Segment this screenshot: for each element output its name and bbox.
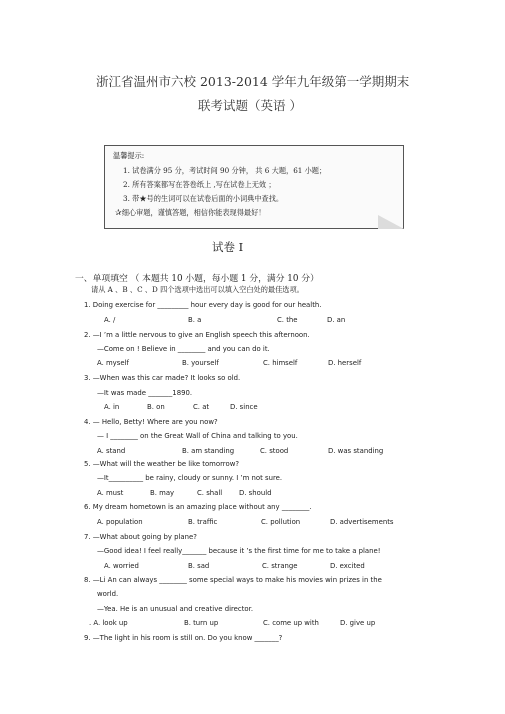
q6-option-a[interactable]: A. population — [97, 518, 143, 526]
star-icon: ✰ — [115, 208, 122, 217]
q5-option-d[interactable]: D. should — [239, 489, 272, 497]
question-2-line-2: —Come on ! Believe in ________ and you can do it. — [97, 345, 270, 353]
q6-option-c[interactable]: C. pollution — [261, 518, 301, 526]
q3-option-d[interactable]: D. since — [230, 403, 258, 411]
q5-option-c[interactable]: C. shall — [197, 489, 223, 497]
notice-line-4: ✰细心审题，谨慎答题，相信你能表现得最好！ — [115, 208, 266, 217]
q7-option-b[interactable]: B. sad — [188, 562, 210, 570]
question-5-line-2: —It__________ be rainy, cloudy or sunny. I ’m not sure. — [97, 474, 283, 482]
q1-option-a[interactable]: A. / — [104, 316, 116, 324]
question-1: 1. Doing exercise for _________ hour every day is good for our health. — [84, 301, 322, 309]
q7-option-d[interactable]: D. excited — [330, 562, 365, 570]
q1-option-b[interactable]: B. a — [188, 316, 202, 324]
q5-option-a[interactable]: A. must — [97, 489, 124, 497]
q8-option-a[interactable]: . A. look up — [89, 619, 128, 627]
question-8-line-3: —Yea. He is an unusual and creative director. — [97, 605, 254, 613]
notice-heading: 温馨提示: — [113, 151, 145, 160]
q2-option-b[interactable]: B. yourself — [182, 359, 219, 367]
q3-option-c[interactable]: C. at — [193, 403, 210, 411]
question-2: 2. —I ’m a little nervous to give an English speech this afternoon. — [84, 331, 310, 339]
q3-option-a[interactable]: A. in — [104, 403, 120, 411]
q4-option-d[interactable]: D. was standing — [328, 447, 384, 455]
question-8: 8. —Li An can always ________ some special ways to make his movies win prizes in the — [84, 576, 382, 584]
question-7-line-2: —Good idea! I feel really_______ because it ’s the first time for me to take a plane! — [97, 547, 381, 555]
q1-option-d[interactable]: D. an — [327, 316, 346, 324]
q4-option-a[interactable]: A. stand — [97, 447, 126, 455]
question-5: 5. —What will the weather be like tomorrow? — [84, 460, 240, 468]
q2-option-c[interactable]: C. himself — [263, 359, 298, 367]
question-9: 9. —The light in his room is still on. Do you know _______? — [84, 634, 283, 642]
question-8-line-2: world. — [97, 590, 119, 598]
q8-option-b[interactable]: B. turn up — [184, 619, 219, 627]
q6-option-b[interactable]: B. traffic — [188, 518, 218, 526]
question-6: 6. My dream hometown is an amazing place without any ________. — [84, 503, 312, 511]
q2-option-a[interactable]: A. myself — [97, 359, 129, 367]
q5-option-b[interactable]: B. may — [150, 489, 175, 497]
question-7: 7. —What about going by plane? — [84, 533, 197, 541]
notice-line-3: 3. 带★号的生词可以在试卷后面的小词典中查找。 — [123, 194, 284, 203]
paper-title: 试卷 Ⅰ — [212, 240, 244, 254]
q7-option-c[interactable]: C. strange — [262, 562, 298, 570]
notice-line-2: 2. 所有答案都写在答卷纸上 ,写在试卷上无效 ； — [123, 180, 276, 189]
section-instruction: 请从 A 、B 、C 、D 四个选项中选出可以填入空白处的最佳选项。 — [91, 285, 304, 294]
q3-option-b[interactable]: B. on — [147, 403, 165, 411]
q8-option-c[interactable]: C. come up with — [263, 619, 319, 627]
q4-option-c[interactable]: C. stood — [260, 447, 289, 455]
exam-title-line1: 浙江省温州市六校 2013-2014 学年九年级第一学期期末 — [96, 74, 410, 89]
q2-option-d[interactable]: D. herself — [328, 359, 362, 367]
exam-title-line2: 联考试题（英语 ） — [198, 98, 302, 113]
question-4: 4. — Hello, Betty! Where are you now? — [84, 418, 218, 426]
question-3: 3. —When was this car made? It looks so old. — [84, 374, 241, 382]
q6-option-d[interactable]: D. advertisements — [330, 518, 394, 526]
question-4-line-2: — I ________ on the Great Wall of China and talking to you. — [97, 432, 298, 440]
page-curl-decoration — [378, 215, 404, 229]
q1-option-c[interactable]: C. the — [277, 316, 298, 324]
q4-option-b[interactable]: B. am standing — [182, 447, 235, 455]
question-3-line-2: —It was made _______1890. — [97, 389, 193, 397]
notice-box — [104, 145, 404, 229]
q7-option-a[interactable]: A. worried — [104, 562, 139, 570]
q8-option-d[interactable]: D. give up — [340, 619, 376, 627]
notice-line-1: 1. 试卷满分 95 分，考试时间 90 分钟， 共 6 大题，61 小题； — [123, 166, 327, 175]
section-title: 一、单项填空 （ 本题共 10 小题，每小题 1 分，满分 10 分） — [75, 274, 319, 284]
